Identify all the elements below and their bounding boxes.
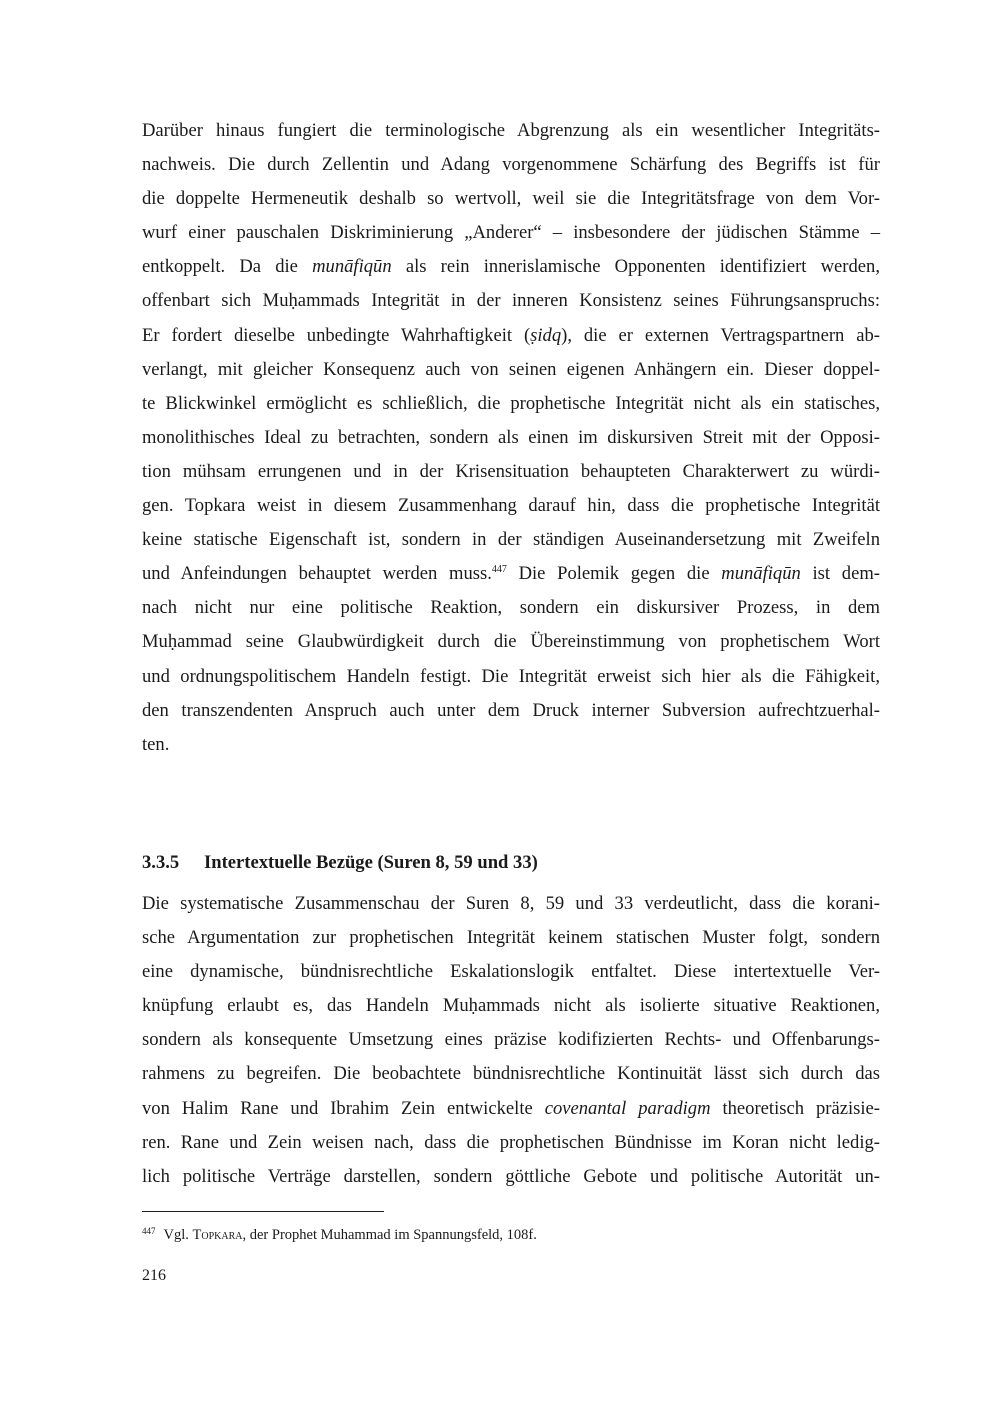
text-line: von Halim Rane und Ibrahim Zein entwickelte covenantal paradigm theoretisch präzisie- <box>142 1097 880 1119</box>
text-line: monolithisches Ideal zu betrachten, sondern als einen im diskursiven Streit mit der Opposi- <box>142 426 880 448</box>
italic-term: munāfiqūn <box>312 256 392 278</box>
footnote: $^{447}$ Vgl. Topkara, der Prophet Muhammad im Spannungsfeld, 108f. <box>142 1226 537 1243</box>
text-line: Muḥammad seine Glaubwürdigkeit durch die Übereinstimmung von prophetischem Wort <box>142 631 880 653</box>
text-line: und Anfeindungen behauptet werden muss.$^{447}$ Die Polemik gegen die munāfiqūn ist dem- <box>142 563 880 585</box>
text-line: die doppelte Hermeneutik deshalb so wertvoll, weil sie die Integritätsfrage von dem Vor- <box>142 188 880 210</box>
text-line: Er fordert dieselbe unbedingte Wahrhaftigkeit (ṣidq), die er externen Vertragspartnern ab- <box>142 324 881 346</box>
text-line: ten. <box>142 733 170 755</box>
italic-term: munāfiqūn <box>721 563 801 585</box>
page-number: 216 <box>142 1267 166 1284</box>
text-line: eine dynamische, bündnisrechtliche Eskalationslogik entfaltet. Diese intertextuelle Ver- <box>142 961 880 983</box>
section-number: 3.3.5 <box>142 852 180 873</box>
text-line: sche Argumentation zur prophetischen Integrität keinem statischen Muster folgt, sondern <box>142 927 880 949</box>
text-line: lich politische Verträge darstellen, sondern göttliche Gebote und politische Autorität un- <box>142 1165 880 1187</box>
text-line: den transzendenten Anspruch auch unter dem Druck interner Subversion aufrechtzuerhal- <box>142 699 880 721</box>
text-line: und ordnungspolitischem Handeln festigt. Die Integrität erweist sich hier als die Fähigkeit, <box>142 665 880 687</box>
text-line: sondern als konsequente Umsetzung eines präzise kodifizierten Rechts- und Offenbarungs- <box>142 1029 880 1051</box>
text-line: nach nicht nur eine politische Reaktion, sondern ein diskursiver Prozess, in dem <box>142 597 880 619</box>
footnote-reference[interactable]: 447 <box>491 564 507 576</box>
footnote-author: Topkara <box>192 1227 243 1243</box>
section-title: Intertextuelle Bezüge (Suren 8, 59 und 33) <box>204 852 538 873</box>
text-line: nachweis. Die durch Zellentin und Adang vorgenommene Schärfung des Begriffs ist für <box>142 154 880 176</box>
text-line: te Blickwinkel ermöglicht es schließlich, die prophetische Integrität nicht als ein statisches, <box>142 392 880 414</box>
text-line: tion mühsam errungenen und in der Krisensituation behaupteten Charakterwert zu würdi- <box>142 460 880 482</box>
text-line: wurf einer pauschalen Diskriminierung „Anderer“ – insbesondere der jüdischen Stämme – <box>142 222 880 244</box>
text-line: Die systematische Zusammenschau der Suren 8, 59 und 33 verdeutlicht, dass die korani- <box>142 893 880 914</box>
text-line: keine statische Eigenschaft ist, sondern in der ständigen Auseinandersetzung mit Zweifeln <box>142 529 880 551</box>
text-line: gen. Topkara weist in diesem Zusammenhang darauf hin, dass die prophetische Integrität <box>142 495 880 517</box>
text-line: entkoppelt. Da die munāfiqūn als rein innerislamische Opponenten identifiziert werden, <box>142 256 880 278</box>
text-line: knüpfung erlaubt es, das Handeln Muḥammads nicht als isolierte situative Reaktionen, <box>142 995 880 1017</box>
italic-term: ṣidq <box>530 324 562 346</box>
paragraph-intertextual <box>142 887 880 1194</box>
paragraph-integrity <box>142 114 880 762</box>
text-line: Darüber hinaus fungiert die terminologische Abgrenzung als ein wesentlicher Integritäts- <box>142 120 880 141</box>
footnote-separator <box>142 1211 384 1212</box>
text-line: verlangt, mit gleicher Konsequenz auch von seinen eigenen Anhängern ein. Dieser doppel- <box>142 358 880 380</box>
footnote-number: 447 <box>142 1226 156 1236</box>
text-line: ren. Rane und Zein weisen nach, dass die prophetischen Bündnisse im Koran nicht ledig- <box>142 1131 880 1153</box>
section-heading <box>142 848 880 878</box>
italic-term: covenantal paradigm <box>544 1097 711 1119</box>
text-line: rahmens zu begreifen. Die beobachtete bündnisrechtliche Kontinuität lässt sich durch das <box>142 1063 880 1085</box>
text-line: offenbart sich Muḥammads Integrität in der inneren Konsistenz seines Führungsanspruchs: <box>142 290 880 312</box>
